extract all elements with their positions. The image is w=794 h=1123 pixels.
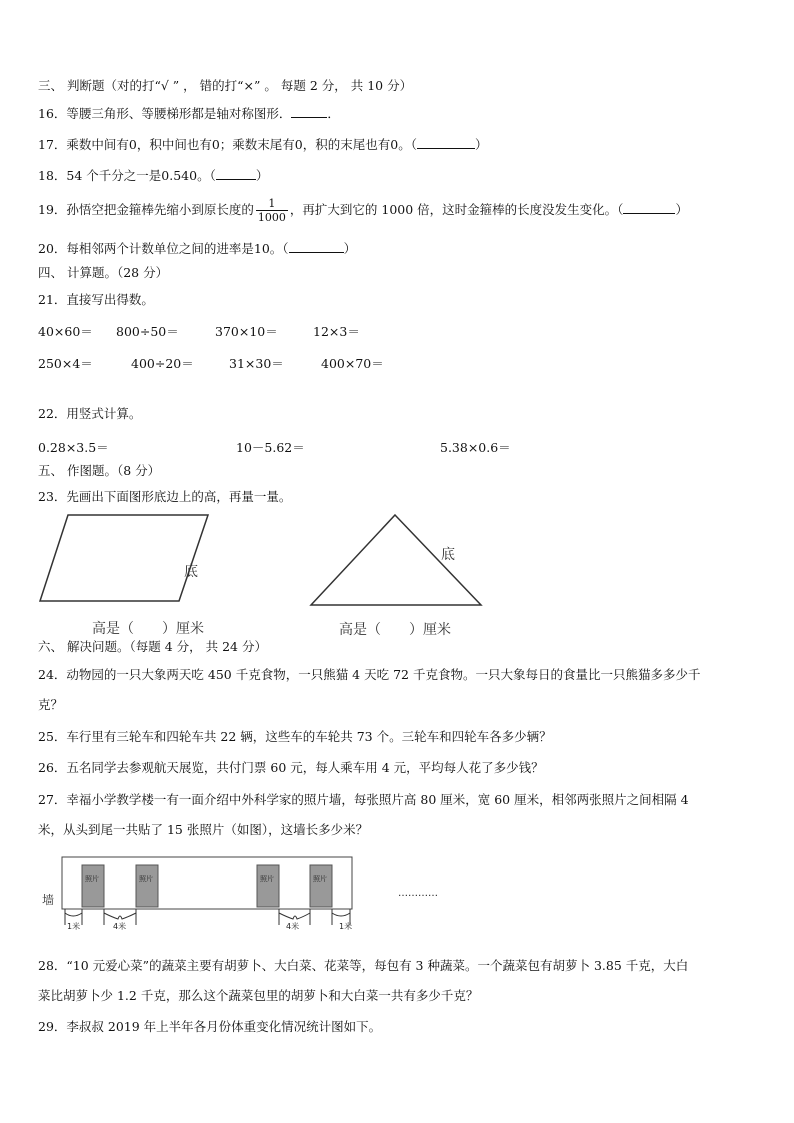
question-18-text: 18．54 个千分之一是0.540。（	[38, 168, 216, 183]
question-17-text: 17．乘数中间有0，积中间也有0；乘数末尾有0，积的末尾也有0。（	[38, 137, 417, 152]
section-3-title: 三、 判断题（对的打“√ ” ， 错的打“×” 。 每题 2 分， 共 10 分）	[38, 78, 413, 93]
photo-rect	[257, 865, 279, 907]
calc-item: 400÷20＝	[131, 356, 194, 371]
question-16: 16．等腰三角形、等腰梯形都是轴对称图形． ．	[38, 106, 340, 121]
answer-blank[interactable]	[216, 167, 256, 180]
question-22: 22．用竖式计算。	[38, 406, 142, 421]
fraction	[256, 197, 288, 224]
question-17: 17．乘数中间有0，积中间也有0；乘数末尾有0，积的末尾也有0。（ ）	[38, 137, 488, 152]
question-24-line-1: 24．动物园的一只大象两天吃 450 千克食物，一只熊猫 4 天吃 72 千克食物。一只大象每日的食量比一只熊猫多多少千	[38, 667, 701, 682]
fraction-denominator: 1000	[257, 211, 286, 224]
height-answer-label: 高是（ ）厘米	[92, 621, 204, 637]
question-24-line-2: 克？	[38, 697, 64, 712]
question-29: 29．李叔叔 2019 年上半年各月份体重变化情况统计图如下。	[38, 1019, 382, 1034]
question-20-text: 20．每相邻两个计数单位之间的进率是10。（	[38, 241, 289, 256]
gap-label-4m: 4米	[113, 922, 127, 931]
calc-item: 40×60＝	[38, 324, 93, 339]
question-27-line-1: 27．幸福小学教学楼一有一面介绍中外科学家的照片墙，每张照片高 80 厘米，宽 60 厘米，相邻两张照片之间相隔 4	[38, 792, 689, 807]
question-16-text: 16．等腰三角形、等腰梯形都是轴对称图形．	[38, 106, 292, 121]
question-23: 23．先画出下面图形底边上的高，再量一量。	[38, 489, 292, 504]
question-19-text: 19．孙悟空把金箍棒先缩小到原长度的	[38, 202, 254, 217]
answer-blank[interactable]	[289, 240, 344, 253]
vertical-calc-item: 0.28×3.5＝	[38, 440, 109, 455]
vertical-calc-item: 10－5.62＝	[236, 440, 305, 455]
photo-rect	[82, 865, 104, 907]
base-label: 底	[441, 547, 455, 563]
question-27-line-2: 米，从头到尾一共贴了 15 张照片（如图），这墙长多少米？	[38, 822, 369, 837]
calc-item: 12×3＝	[313, 324, 360, 339]
wall-label: 墙	[42, 893, 55, 907]
question-19: 19．孙悟空把金箍棒先缩小到原长度的 $\frac{1}{1000}$ ，再扩大到它的 1000 倍，这时金箍棒的长度没发生变化。（ ）	[38, 197, 688, 224]
photo-label: 照片	[260, 875, 274, 883]
gap-label-4m: 4米	[286, 922, 300, 931]
calc-item: 800÷50＝	[116, 324, 179, 339]
parallelogram-figure	[38, 512, 213, 604]
section-6-title: 六、 解决问题。（每题 4 分， 共 24 分）	[38, 639, 267, 654]
photo-label: 照片	[139, 875, 153, 883]
photo-rect	[136, 865, 158, 907]
question-20: 20．每相邻两个计数单位之间的进率是10。（ ）	[38, 241, 357, 256]
continuation-dots: …………	[398, 888, 438, 899]
question-25: 25．车行里有三轮车和四轮车共 22 辆，这些车的车轮共 73 个。三轮车和四轮车各多少辆？	[38, 729, 552, 744]
answer-blank[interactable]	[417, 136, 475, 149]
fraction-numerator: 1	[256, 197, 288, 211]
photo-wall-diagram	[60, 855, 356, 937]
answer-blank[interactable]	[623, 201, 675, 214]
base-label: 底	[184, 564, 198, 580]
question-28-line-2: 菜比胡萝卜少 1.2 千克，那么这个蔬菜包里的胡萝卜和大白菜一共有多少千克？	[38, 988, 479, 1003]
calc-item: 400×70＝	[321, 356, 384, 371]
height-answer-label: 高是（ ）厘米	[339, 622, 451, 638]
calc-item: 31×30＝	[229, 356, 284, 371]
question-21: 21．直接写出得数。	[38, 292, 154, 307]
question-18: 18．54 个千分之一是0.540。（ ）	[38, 168, 269, 183]
question-26: 26．五名同学去参观航天展览，共付门票 60 元，每人乘车用 4 元，平均每人花了多少钱？	[38, 760, 544, 775]
gap-label-1m: 1米	[67, 922, 81, 931]
photo-label: 照片	[85, 875, 99, 883]
calc-item: 250×4＝	[38, 356, 93, 371]
section-4-title: 四、 计算题。（28 分）	[38, 265, 169, 280]
answer-blank[interactable]	[291, 105, 327, 118]
calc-item: 370×10＝	[215, 324, 278, 339]
question-28-line-1: 28．“10 元爱心菜”的蔬菜主要有胡萝卜、大白菜、花菜等，每包有 3 种蔬菜。一个蔬菜包有胡萝卜 3.85 千克，大白	[38, 958, 689, 973]
gap-label-1m: 1米	[339, 922, 353, 931]
photo-rect	[310, 865, 332, 907]
section-5-title: 五、 作图题。（8 分）	[38, 463, 161, 478]
triangle-figure	[308, 512, 484, 608]
photo-label: 照片	[313, 875, 327, 883]
vertical-calc-item: 5.38×0.6＝	[440, 440, 511, 455]
